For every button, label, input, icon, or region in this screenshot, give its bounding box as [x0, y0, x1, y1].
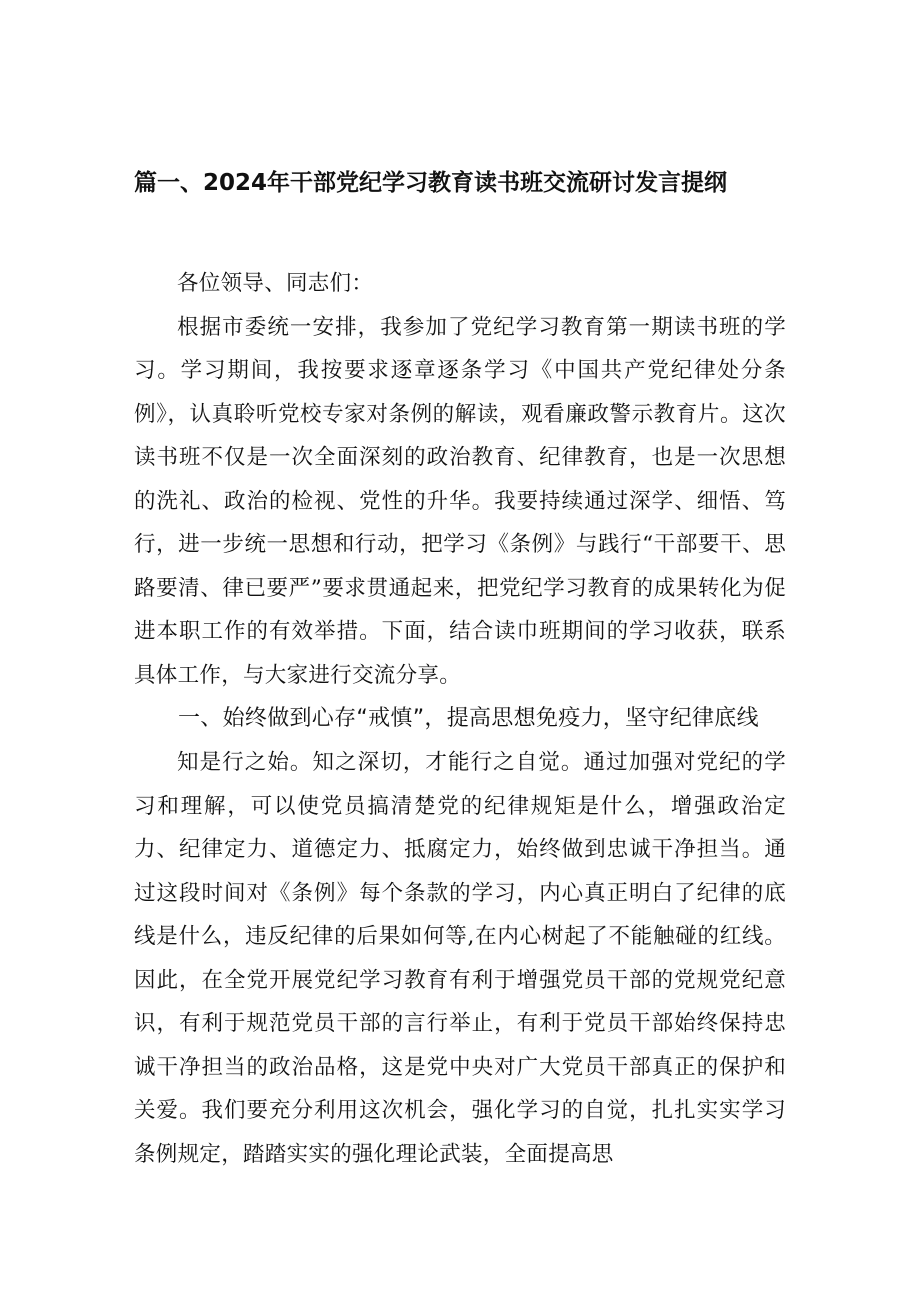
intro-paragraph: 根据市委统一安排，我参加了党纪学习教育第一期读书班的学习。学习期间，我按要求逐章逐条学习《中国共产党纪律处分条例》，认真聆听党校专家对条例的解读，观看廉政警示教育片。这次读书班不仅是一次全面深刻的政治教育、纪律教育，也是一次思想的洗礼、政治的检视、党性的升华。我要持续通过深学、细悟、笃行，进一步统一思想和行动，把学习《条例》与践行“干部要干、思路要清、律已要严”要求贯通起来，把党纪学习教育的成果转化为促进本职工作的有效举措。下面，结合读巾班期间的学习收获，联系具体工作，与大家进行交流分享。 [134, 314, 786, 688]
section-heading: 一、始终做到心存“戒慎”，提高思想免疫力，坚守纪律底线 [178, 706, 759, 731]
document-body [134, 262, 786, 1176]
document-title: 篇一、2024年干部党纪学习教育读书班交流研讨发言提纲 [134, 170, 728, 196]
salutation: 各位领导、同志们： [177, 271, 374, 296]
section-paragraph: 知是行之始。知之深切，才能行之自觉。通过加强对党纪的学习和理解，可以使党员搞清楚党的纪律规矩是什么，增强政治定力、纪律定力、道德定力、抵腐定力，始终做到忠诚干净担当。通过这段时间对《条例》每个条款的学习，内心真正明白了纪律的底线是什么，违反纪律的后果如何等,在内心树起了不能触碰的红线。因此，在全党开展党纪学习教育有利于增强党员干部的党规党纪意识，有利于规范党员干部的言行举止，有利于党员干部始终保持忠诚干净担当的政治品格，这是党中央对广大党员干部真正的保护和关爱。我们要充分利用这次机会，强化学习的自觉，扎扎实实学习条例规定，踏踏实实的强化理论武装，全面提高思 [134, 750, 786, 1167]
